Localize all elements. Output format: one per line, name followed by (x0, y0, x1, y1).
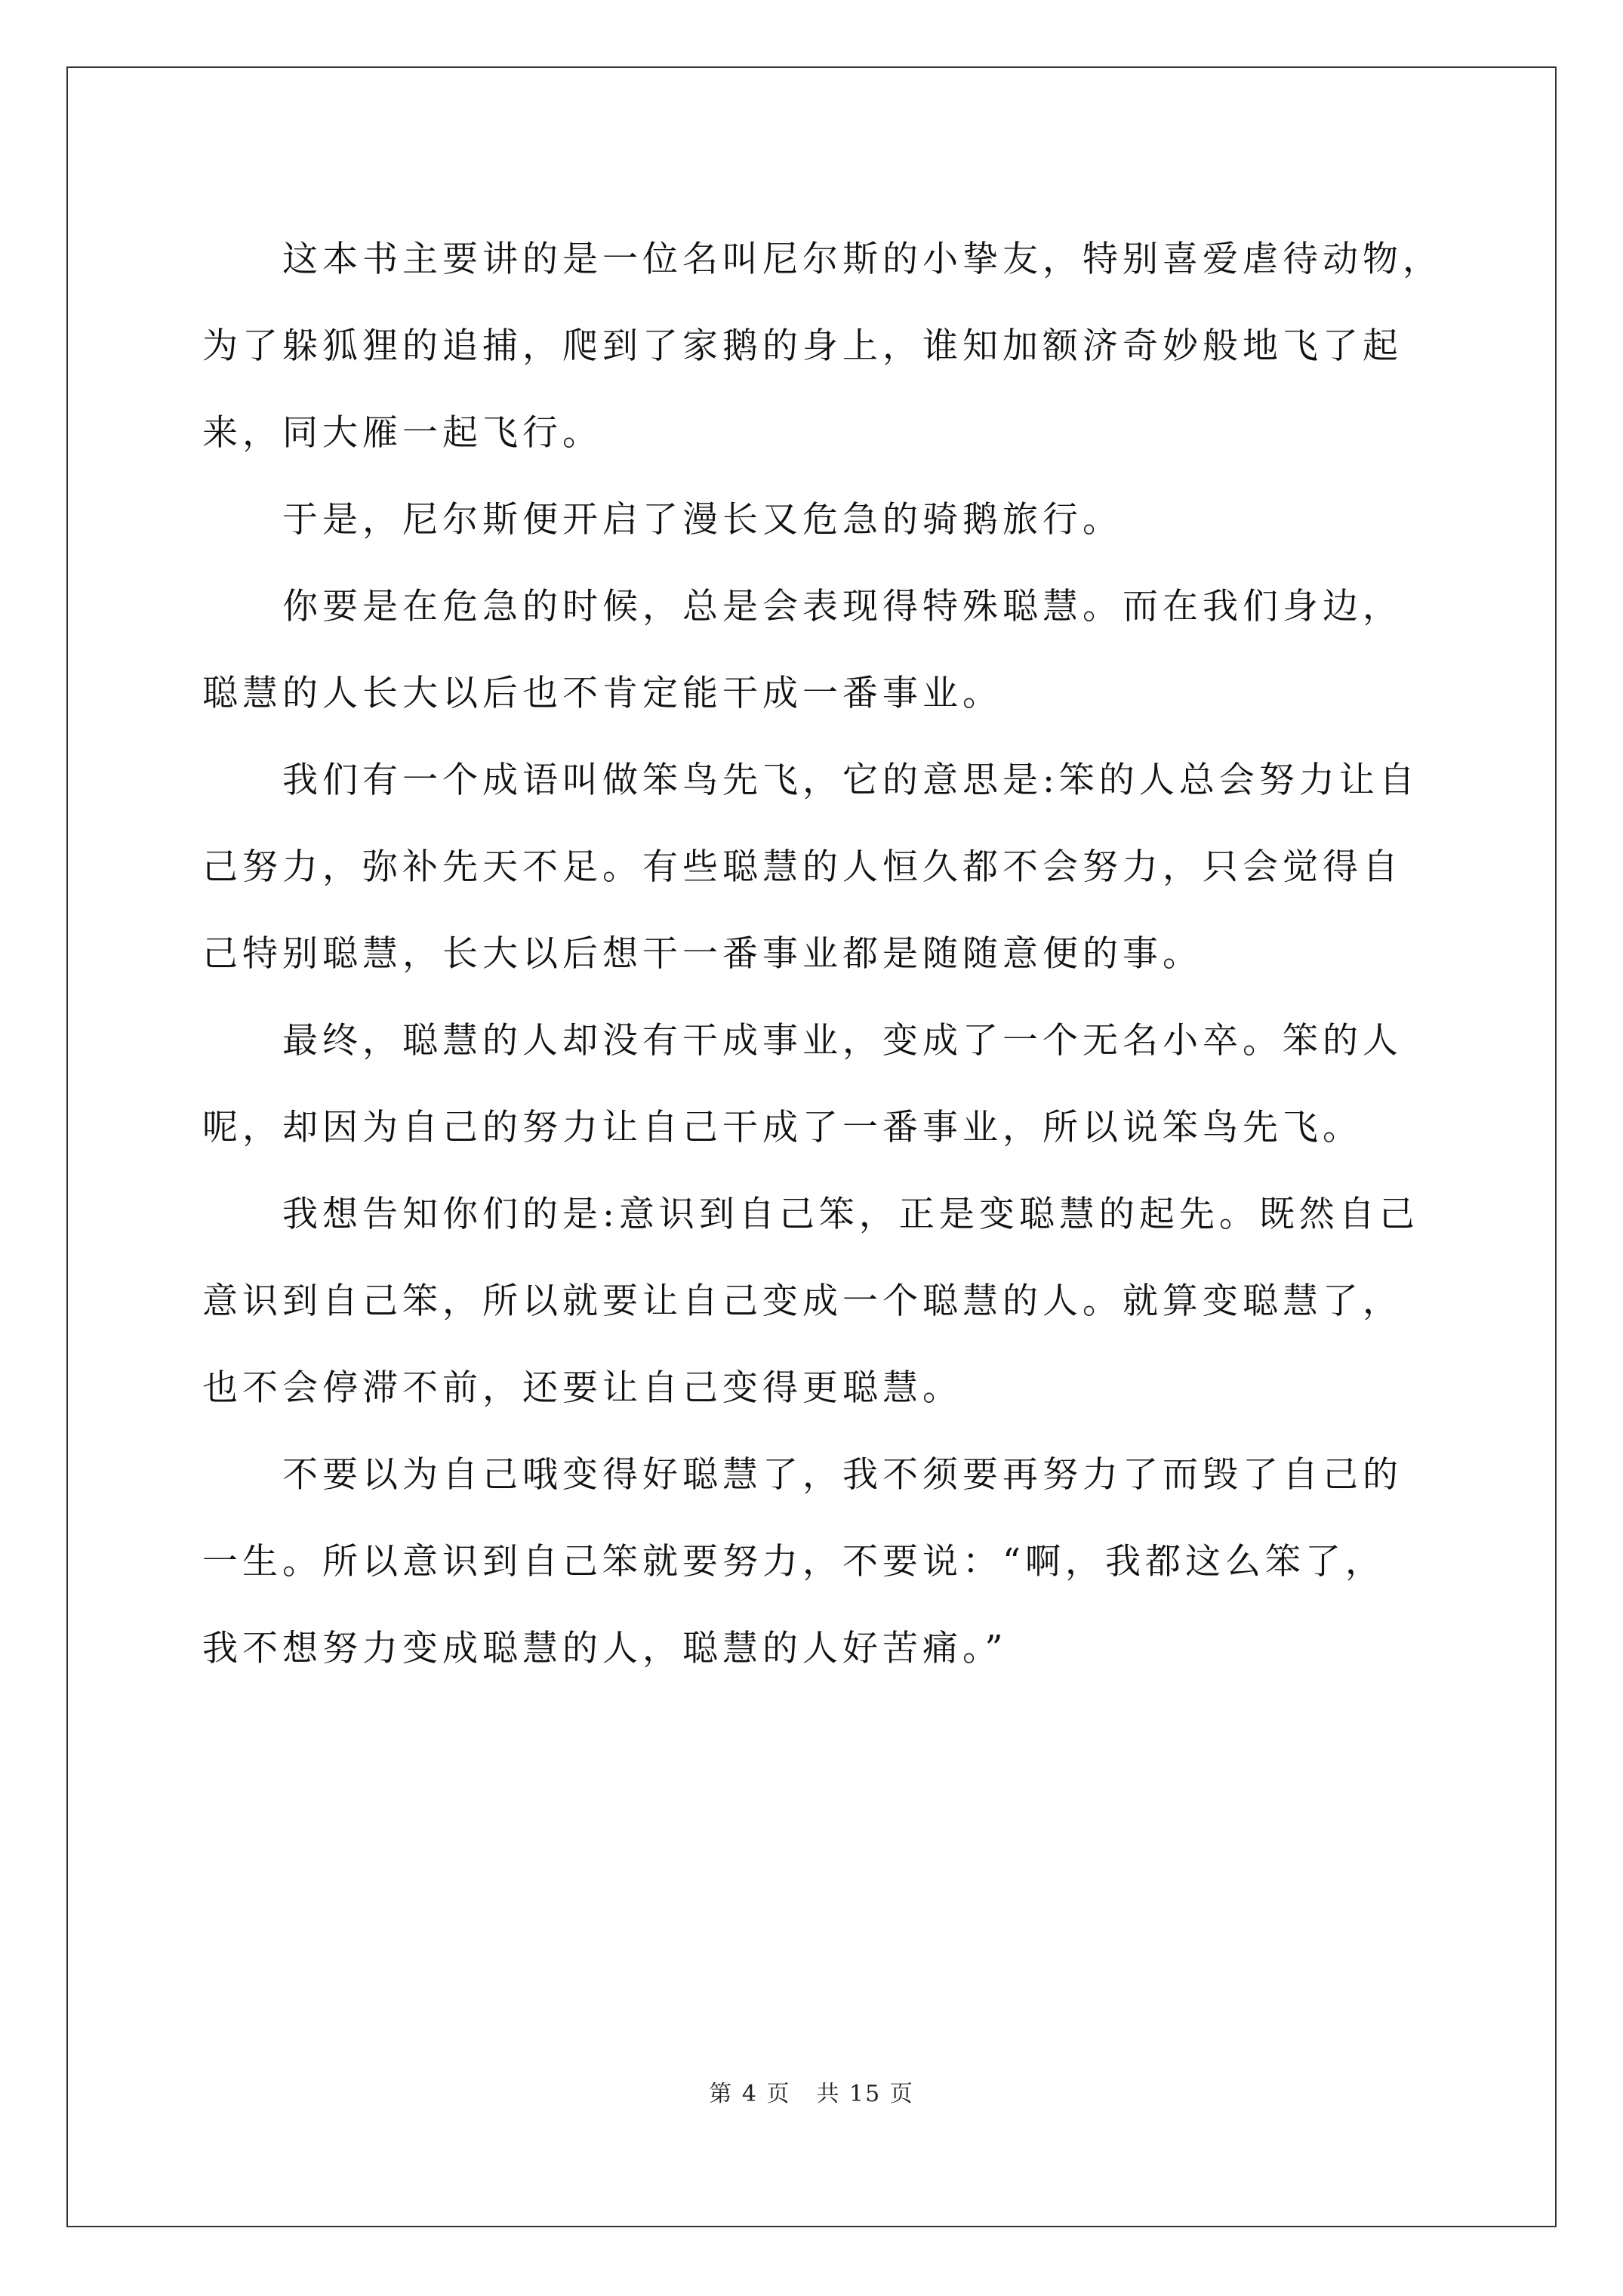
paragraph-line: 来，同大雁一起飞行。 (202, 412, 602, 454)
page-footer (0, 2075, 1623, 2108)
paragraph-line: 一生。所以意识到自己笨就要努力，不要说：“啊，我都这么笨了， (202, 1541, 1386, 1583)
document-body (202, 216, 1443, 1692)
paragraph-3 (202, 563, 1439, 737)
paragraph-line: 己努力，弥补先天不足。有些聪慧的人恒久都不会努力，只会觉得自 (202, 846, 1403, 888)
paragraph-2 (202, 476, 1439, 563)
paragraph-line: 我想告知你们的是:意识到自己笨，正是变聪慧的起先。既然自己 (282, 1194, 1419, 1235)
paragraph-line: 意识到自己笨，所以就要让自己变成一个聪慧的人。就算变聪慧了， (202, 1281, 1403, 1322)
paragraph-line: 这本书主要讲的是一位名叫尼尔斯的小挚友，特别喜爱虐待动物， (282, 239, 1443, 280)
paragraph-1 (202, 216, 1443, 476)
paragraph-6 (202, 1171, 1439, 1432)
paragraph-line: 己特别聪慧，长大以后想干一番事业都是随随意便的事。 (202, 933, 1203, 975)
paragraph-line: 你要是在危急的时候，总是会表现得特殊聪慧。而在我们身边， (282, 586, 1403, 627)
page-total: 共 15 页 (816, 2081, 914, 2107)
paragraph-line: 我们有一个成语叫做笨鸟先飞，它的意思是:笨的人总会努力让自 (282, 760, 1419, 801)
paragraph-4 (202, 737, 1439, 997)
paragraph-line: 不要以为自己哦变得好聪慧了，我不须要再努力了而毁了自己的 (282, 1454, 1403, 1496)
paragraph-line: 为了躲狐狸的追捕，爬到了家鹅的身上，谁知加额济奇妙般地飞了起 (202, 325, 1403, 367)
paragraph-line: 最终，聪慧的人却没有干成事业，变成了一个无名小卒。笨的人 (282, 1020, 1403, 1062)
paragraph-7 (202, 1432, 1439, 1692)
paragraph-line: 于是，尼尔斯便开启了漫长又危急的骑鹅旅行。 (282, 499, 1123, 541)
paragraph-line: 我不想努力变成聪慧的人，聪慧的人好苦痛。” (202, 1628, 1008, 1669)
page-number: 第 4 页 (709, 2081, 791, 2107)
paragraph-line: 呢，却因为自己的努力让自己干成了一番事业，所以说笨鸟先飞。 (202, 1107, 1363, 1148)
paragraph-line: 聪慧的人长大以后也不肯定能干成一番事业。 (202, 673, 1002, 714)
paragraph-5 (202, 997, 1439, 1171)
paragraph-line: 也不会停滞不前，还要让自己变得更聪慧。 (202, 1367, 962, 1409)
